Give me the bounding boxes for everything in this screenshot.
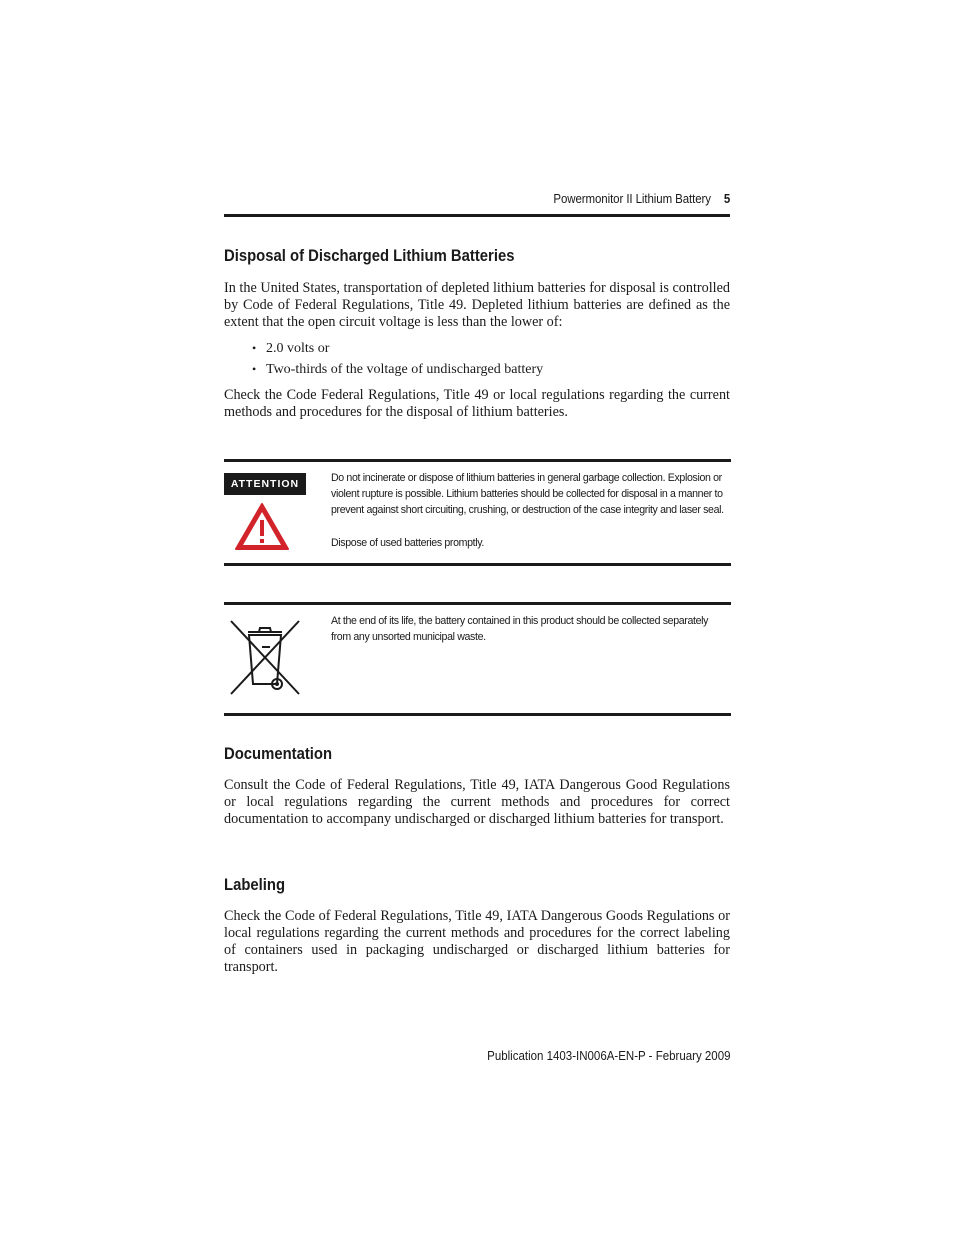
page-number: 5 [723, 192, 730, 206]
attention-bottom-rule [224, 563, 731, 566]
publication-footer: Publication 1403-IN006A-EN-P - February 2009 [486, 1049, 730, 1063]
crossed-out-wheelie-bin-icon [228, 618, 302, 696]
disposal-heading: Disposal of Discharged Lithium Batteries [224, 247, 515, 265]
labeling-text: Check the Code of Federal Regulations, Title 49, IATA Dangerous Goods Regulations or local regulations regarding the current methods and procedures for the correct labeling of containers used in packaging undischarged or discharged lithium batteries for transport. [224, 908, 730, 975]
running-header [553, 192, 730, 206]
bullet-text: 2.0 volts or [266, 341, 330, 356]
weee-top-rule [224, 602, 731, 605]
header-rule [224, 214, 730, 217]
bullet-dot: • [252, 341, 257, 355]
documentation-text: Consult the Code of Federal Regulations, Title 49, IATA Dangerous Good Regulations or local regulations regarding the current methods and procedures for correct documentation to accompany undischarged or discharged lithium batteries for transport. [224, 777, 730, 827]
attention-text-secondary: Dispose of used batteries promptly. [331, 537, 485, 549]
documentation-heading: Documentation [224, 745, 333, 763]
disposal-intro: In the United States, transportation of depleted lithium batteries for disposal is controlled by Code of Federal Regulations, Title 49. Depleted lithium batteries are defined as the extent that the open circuit voltage is less than the lower of: [224, 280, 730, 330]
weee-text: At the end of its life, the battery contained in this product should be collected separately from any unsorted municipal waste. [331, 615, 709, 643]
bullet-item [252, 340, 329, 357]
bullet-item [252, 361, 543, 378]
disposal-closing: Check the Code Federal Regulations, Title 49 or local regulations regarding the current methods and procedures for the disposal of lithium batteries. [224, 387, 730, 420]
bullet-dot: • [252, 362, 257, 376]
warning-triangle-icon [234, 502, 290, 551]
header-title: Powermonitor II Lithium Battery [553, 192, 711, 206]
weee-bottom-rule [224, 713, 731, 716]
bullet-text: Two-thirds of the voltage of undischarged battery [266, 362, 544, 377]
attention-top-rule [224, 459, 731, 462]
attention-badge: ATTENTION [224, 473, 306, 495]
labeling-heading: Labeling [224, 876, 286, 894]
attention-text: Do not incinerate or dispose of lithium batteries in general garbage collection. Explosion or violent rupture is possible. Lithium batteries should be collected for disposal in a manner to prevent against short circuiting, crushing, or destruction of the case integrity and laser seal. [331, 472, 724, 516]
